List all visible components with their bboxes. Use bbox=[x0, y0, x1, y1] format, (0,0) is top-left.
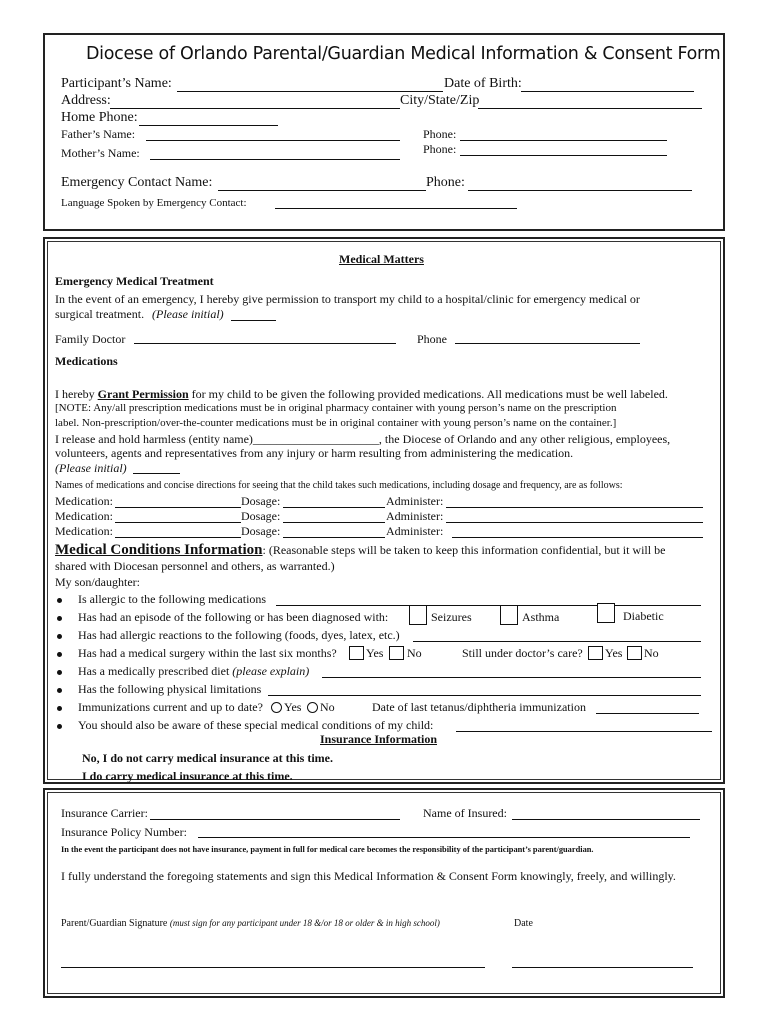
immunizations-yes-label: Yes bbox=[284, 700, 302, 714]
bullet-icon bbox=[57, 634, 62, 639]
please-initial-1: (Please initial) bbox=[152, 307, 224, 321]
signature-label: Parent/Guardian Signature bbox=[61, 918, 168, 929]
conditions-heading-line bbox=[55, 541, 665, 559]
emergency-text-1: In the event of an emergency, I hereby give permission to transport my child to a hospital/clinic for emergency medical or bbox=[55, 292, 640, 306]
allergic-meds-label: Is allergic to the following medications bbox=[78, 592, 267, 606]
please-initial-2: (Please initial) bbox=[55, 461, 127, 475]
asthma-label: Asthma bbox=[522, 610, 560, 624]
special-conditions-label: You should also be aware of these special medical conditions of my child: bbox=[78, 718, 434, 732]
allergic-reactions-field[interactable] bbox=[413, 641, 701, 642]
conditions-heading: Medical Conditions Information bbox=[55, 542, 263, 558]
release-line-2: volunteers, agents and representatives from any injury or harm resulting from administering the medication. bbox=[55, 446, 574, 460]
grant-permission-text: Grant Permission bbox=[97, 387, 189, 401]
tetanus-label: Date of last tetanus/diphtheria immunization bbox=[372, 700, 586, 714]
medication-label: Medication: bbox=[55, 494, 113, 508]
surgery-label: Has had a medical surgery within the last six months? bbox=[78, 646, 337, 660]
surgery-no-label: No bbox=[407, 646, 422, 660]
permission-intro: I hereby bbox=[55, 387, 95, 401]
administer-field[interactable] bbox=[452, 537, 703, 538]
emergency-phone-field[interactable] bbox=[468, 190, 692, 191]
insurance-info-heading: Insurance Information bbox=[320, 732, 438, 746]
diabetic-checkbox[interactable] bbox=[597, 603, 615, 623]
emergency-text-2: surgical treatment. bbox=[55, 307, 145, 321]
policy-field[interactable] bbox=[198, 837, 690, 838]
dob-field[interactable] bbox=[521, 91, 694, 92]
dosage-label: Dosage: bbox=[241, 494, 281, 508]
diet-label: Has a medically prescribed diet bbox=[78, 664, 230, 678]
allergic-reactions-label: Has had allergic reactions to the following (foods, dyes, latex, etc.) bbox=[78, 628, 400, 642]
surgery-yes-label: Yes bbox=[366, 646, 384, 660]
bullet-icon bbox=[57, 724, 62, 729]
has-insurance-option[interactable]: I do carry medical insurance at this time. bbox=[82, 769, 293, 783]
carrier-field[interactable] bbox=[150, 819, 400, 820]
allergic-meds-field[interactable] bbox=[276, 605, 701, 606]
father-label: Father’s Name: bbox=[61, 127, 136, 141]
seizures-checkbox[interactable] bbox=[409, 605, 427, 625]
surgery-no-checkbox[interactable] bbox=[389, 646, 404, 660]
names-instructions: Names of medications and concise directions for seeing that the child takes such medications, including dosage and frequency, are as follows: bbox=[55, 480, 623, 491]
dosage-label: Dosage: bbox=[241, 509, 281, 523]
medication-field[interactable] bbox=[115, 507, 241, 508]
episode-label: Has had an episode of the following or has been diagnosed with: bbox=[78, 610, 389, 624]
doctor-care-no-label: No bbox=[644, 646, 659, 660]
language-label: Language Spoken by Emergency Contact: bbox=[61, 197, 247, 209]
form-title: Diocese of Orlando Parental/Guardian Medical Information & Consent Form bbox=[86, 44, 721, 64]
conditions-intro-2: shared with Diocesan personnel and others, as warranted.) bbox=[55, 559, 335, 573]
bullet-icon bbox=[57, 670, 62, 675]
mother-phone-label: Phone: bbox=[423, 142, 457, 156]
policy-label: Insurance Policy Number: bbox=[61, 825, 187, 839]
father-phone-field[interactable] bbox=[460, 140, 667, 141]
emergency-phone-label: Phone: bbox=[426, 175, 465, 190]
diet-line bbox=[78, 664, 309, 679]
administer-label: Administer: bbox=[386, 509, 444, 523]
bullet-icon bbox=[57, 598, 62, 603]
physical-field[interactable] bbox=[268, 695, 701, 696]
date-label: Date bbox=[514, 918, 533, 929]
language-field[interactable] bbox=[275, 208, 517, 209]
physical-label: Has the following physical limitations bbox=[78, 682, 262, 696]
no-insurance-option[interactable]: No, I do not carry medical insurance at this time. bbox=[82, 751, 333, 765]
medical-matters-heading: Medical Matters bbox=[339, 252, 424, 266]
father-phone-label: Phone: bbox=[423, 127, 457, 141]
participant-name-field[interactable] bbox=[177, 91, 443, 92]
doctor-care-no-checkbox[interactable] bbox=[627, 646, 642, 660]
father-field[interactable] bbox=[146, 140, 400, 141]
bullet-icon bbox=[57, 616, 62, 621]
administer-label: Administer: bbox=[386, 494, 444, 508]
medication-label: Medication: bbox=[55, 509, 113, 523]
initial-field-1[interactable] bbox=[231, 320, 276, 321]
carrier-label: Insurance Carrier: bbox=[61, 806, 148, 820]
bullet-icon bbox=[57, 688, 62, 693]
insured-field[interactable] bbox=[512, 819, 700, 820]
family-doctor-label: Family Doctor bbox=[55, 332, 126, 346]
diet-field[interactable] bbox=[322, 677, 701, 678]
dosage-field[interactable] bbox=[283, 537, 385, 538]
bullet-icon bbox=[57, 706, 62, 711]
doctor-phone-field[interactable] bbox=[455, 343, 640, 344]
administer-label: Administer: bbox=[386, 524, 444, 538]
doctor-care-yes-label: Yes bbox=[605, 646, 623, 660]
date-field[interactable] bbox=[512, 967, 693, 968]
permission-rest: for my child to be given the following provided medications. All medications must be well labeled. bbox=[191, 387, 668, 401]
family-doctor-field[interactable] bbox=[134, 343, 396, 344]
immunizations-no-label: No bbox=[320, 700, 335, 714]
medication-field[interactable] bbox=[115, 537, 241, 538]
tetanus-field[interactable] bbox=[596, 713, 699, 714]
emergency-treatment-heading: Emergency Medical Treatment bbox=[55, 274, 214, 288]
special-conditions-field[interactable] bbox=[456, 731, 712, 732]
administer-field[interactable] bbox=[446, 522, 703, 523]
mother-field[interactable] bbox=[150, 159, 400, 160]
home-phone-label: Home Phone: bbox=[61, 110, 138, 125]
doctor-care-label: Still under doctor’s care? bbox=[462, 646, 583, 660]
administer-field[interactable] bbox=[446, 507, 703, 508]
emergency-contact-label: Emergency Contact Name: bbox=[61, 175, 213, 190]
surgery-yes-checkbox[interactable] bbox=[349, 646, 364, 660]
dob-label: Date of Birth: bbox=[444, 76, 522, 91]
note-line-1: [NOTE: Any/all prescription medications must be in original pharmacy container with young person’s name on the prescription bbox=[55, 402, 617, 414]
immunizations-yes-radio[interactable] bbox=[271, 702, 282, 713]
understand-statement: I fully understand the foregoing statements and sign this Medical Information & Consent Form knowingly, freely, and willingly. bbox=[61, 869, 676, 883]
note-line-2: label. Non-prescription/over-the-counter medications must be in original container with young person’s name on the container.] bbox=[55, 417, 617, 429]
dosage-field[interactable] bbox=[283, 522, 385, 523]
asthma-checkbox[interactable] bbox=[500, 605, 518, 625]
immunizations-no-radio[interactable] bbox=[307, 702, 318, 713]
dosage-field[interactable] bbox=[283, 507, 385, 508]
initial-field-2[interactable] bbox=[133, 473, 180, 474]
diabetic-label: Diabetic bbox=[623, 609, 664, 623]
bullet-icon bbox=[57, 652, 62, 657]
participant-name-label: Participant’s Name: bbox=[61, 76, 172, 91]
city-field[interactable] bbox=[478, 108, 702, 109]
signature-line-label bbox=[61, 918, 440, 929]
insurance-section-inner bbox=[47, 792, 721, 994]
immunizations-label: Immunizations current and up to date? bbox=[78, 700, 263, 714]
address-field[interactable] bbox=[110, 108, 400, 109]
doctor-care-yes-checkbox[interactable] bbox=[588, 646, 603, 660]
conditions-intro-1: : (Reasonable steps will be taken to keep this information confidential, but it will be bbox=[262, 543, 666, 557]
permission-line bbox=[55, 387, 668, 402]
please-explain: (please explain) bbox=[232, 664, 310, 678]
medication-field[interactable] bbox=[115, 522, 241, 523]
son-daughter-label: My son/daughter: bbox=[55, 575, 140, 589]
seizures-label: Seizures bbox=[431, 610, 472, 624]
signature-field[interactable] bbox=[61, 967, 485, 968]
doctor-phone-label: Phone bbox=[417, 332, 447, 346]
insurance-notice: In the event the participant does not have insurance, payment in full for medical care becomes the responsibility of the participant’s parent/guardian. bbox=[61, 845, 594, 854]
mother-phone-field[interactable] bbox=[460, 155, 667, 156]
address-label: Address: bbox=[61, 93, 111, 108]
signature-note: (must sign for any participant under 18 &/or 18 or older & in high school) bbox=[169, 918, 440, 928]
dosage-label: Dosage: bbox=[241, 524, 281, 538]
city-label: City/State/Zip bbox=[400, 93, 480, 108]
medications-heading: Medications bbox=[55, 354, 118, 368]
release-line-1: I release and hold harmless (entity name)_____________________, the Diocese of Orlando and any other religious, employees, bbox=[55, 432, 671, 446]
emergency-contact-field[interactable] bbox=[218, 190, 426, 191]
home-phone-field[interactable] bbox=[139, 125, 278, 126]
mother-label: Mother’s Name: bbox=[61, 146, 140, 160]
medication-label: Medication: bbox=[55, 524, 113, 538]
insured-label: Name of Insured: bbox=[423, 806, 507, 820]
